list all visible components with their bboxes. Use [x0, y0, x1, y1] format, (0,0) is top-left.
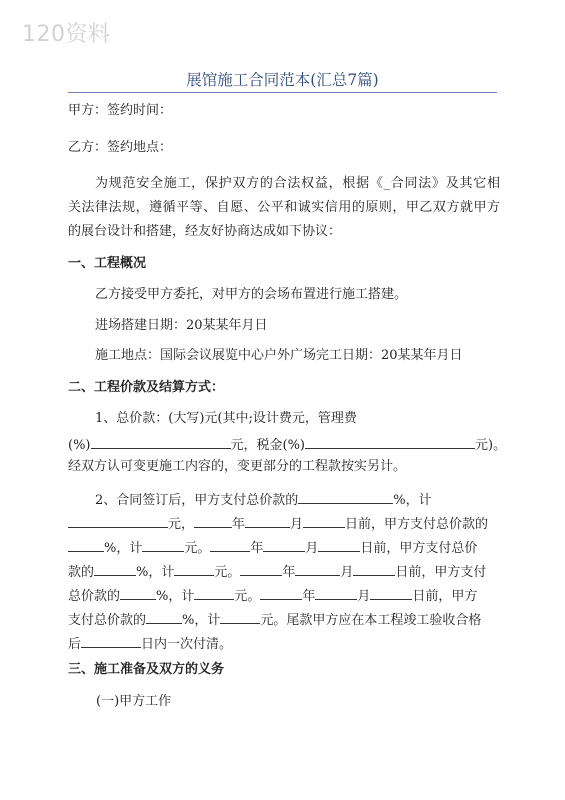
blank-field	[245, 514, 290, 528]
blank-field	[315, 586, 357, 600]
payment-text: 元，	[168, 517, 195, 532]
blank-field	[146, 610, 182, 624]
party-b-line: 乙方：签约地点：	[68, 140, 173, 155]
payment-text: 日前，甲方支付总价款的	[345, 517, 489, 532]
payment-text: 年	[250, 541, 264, 556]
payment-text: %，计	[182, 613, 221, 628]
payment-text: 总价款的	[68, 589, 121, 604]
blank-field	[91, 435, 231, 449]
price-line-1: 1、总价款：(大写)元(其中;设计费元，管理费	[95, 411, 357, 426]
payment-text: 元。尾款甲方应在本工程竣工验收合格	[260, 613, 482, 628]
blank-field	[263, 538, 305, 552]
blank-field	[318, 538, 360, 552]
payment-text: 日前，甲方支付总价	[360, 541, 478, 556]
section-1-line-1: 乙方接受甲方委托，对甲方的会场布置进行施工搭建。	[95, 287, 408, 302]
section-1-line-3: 施工地点：国际会议展览中心户外广场完工日期：20某某年月日	[95, 348, 463, 363]
intro-line-3: 的展台设计和搭建，经友好协商达成如下协议：	[68, 224, 342, 239]
payment-line-2	[68, 514, 500, 533]
payment-text: 2、合同签订后，甲方支付总价款的	[95, 493, 299, 508]
section-3-heading: 三、施工准备及双方的义务	[68, 662, 225, 677]
payment-text: %，计	[393, 493, 432, 508]
payment-text: 年	[232, 517, 246, 532]
price-line-2	[68, 435, 507, 454]
payment-line-4	[68, 562, 500, 581]
intro-line-2: 关法律法规，遵循平等、自愿、公平和诚实信用的原则，甲乙双方就甲方	[68, 200, 500, 215]
payment-line-6	[68, 610, 500, 629]
blank-field	[94, 562, 136, 576]
intro-line-1: 为规范安全施工，保护双方的合法权益，根据《_合同法》及其它相	[95, 176, 500, 191]
payment-text: 日内一次付清。	[141, 637, 233, 652]
price-close-label: 元)。	[475, 438, 507, 453]
section-1-heading: 一、工程概况	[68, 256, 147, 271]
watermark-logo-text: 120资料	[22, 22, 111, 47]
section-3-subheading: (一)甲方工作	[96, 694, 172, 709]
blank-field	[194, 514, 232, 528]
blank-field	[210, 538, 250, 552]
payment-text: 日前，甲方支付	[395, 565, 487, 580]
blank-field	[240, 562, 282, 576]
payment-text: %，计	[136, 565, 175, 580]
payment-text: %，计	[104, 541, 143, 556]
payment-text: 支付总价款的	[68, 613, 147, 628]
blank-field	[305, 435, 475, 449]
party-a-line: 甲方：签约时间：	[68, 103, 173, 118]
blank-field	[194, 586, 234, 600]
payment-text: 年	[282, 565, 296, 580]
blank-field	[81, 634, 141, 648]
title-divider	[68, 92, 497, 93]
payment-line-3	[68, 538, 500, 557]
blank-field	[174, 562, 214, 576]
payment-text: 年	[302, 589, 316, 604]
payment-text: 日前，甲方	[412, 589, 478, 604]
payment-line-7	[68, 634, 500, 653]
section-2-heading: 二、工程价款及结算方式：	[68, 380, 225, 395]
blank-field	[68, 514, 168, 528]
blank-field	[68, 538, 104, 552]
blank-field	[120, 586, 156, 600]
payment-line-5	[68, 586, 500, 605]
payment-text: 月	[290, 517, 304, 532]
payment-text: 元。	[234, 589, 261, 604]
tax-rate-label: (%)	[68, 438, 91, 453]
payment-text: 元。	[214, 565, 241, 580]
blank-field	[295, 562, 340, 576]
blank-field	[370, 586, 412, 600]
blank-field	[220, 610, 260, 624]
payment-text: %，计	[156, 589, 195, 604]
blank-field	[260, 586, 302, 600]
payment-text: 款的	[68, 565, 95, 580]
payment-line-1	[95, 490, 500, 509]
blank-field	[142, 538, 184, 552]
tax-label: 元，税金(%)	[230, 438, 305, 453]
payment-text: 月	[357, 589, 371, 604]
payment-text: 元。	[184, 541, 211, 556]
payment-text: 月	[340, 565, 354, 580]
price-line-3: 经双方认可变更施工内容的，变更部分的工程款按实另计。	[68, 459, 407, 474]
blank-field	[298, 490, 393, 504]
payment-text: 后	[68, 637, 82, 652]
blank-field	[303, 514, 345, 528]
section-1-line-2: 进场搭建日期：20某某年月日	[95, 318, 268, 333]
document-title: 展馆施工合同范本(汇总7篇)	[186, 71, 379, 89]
payment-text: 月	[305, 541, 319, 556]
blank-field	[353, 562, 395, 576]
